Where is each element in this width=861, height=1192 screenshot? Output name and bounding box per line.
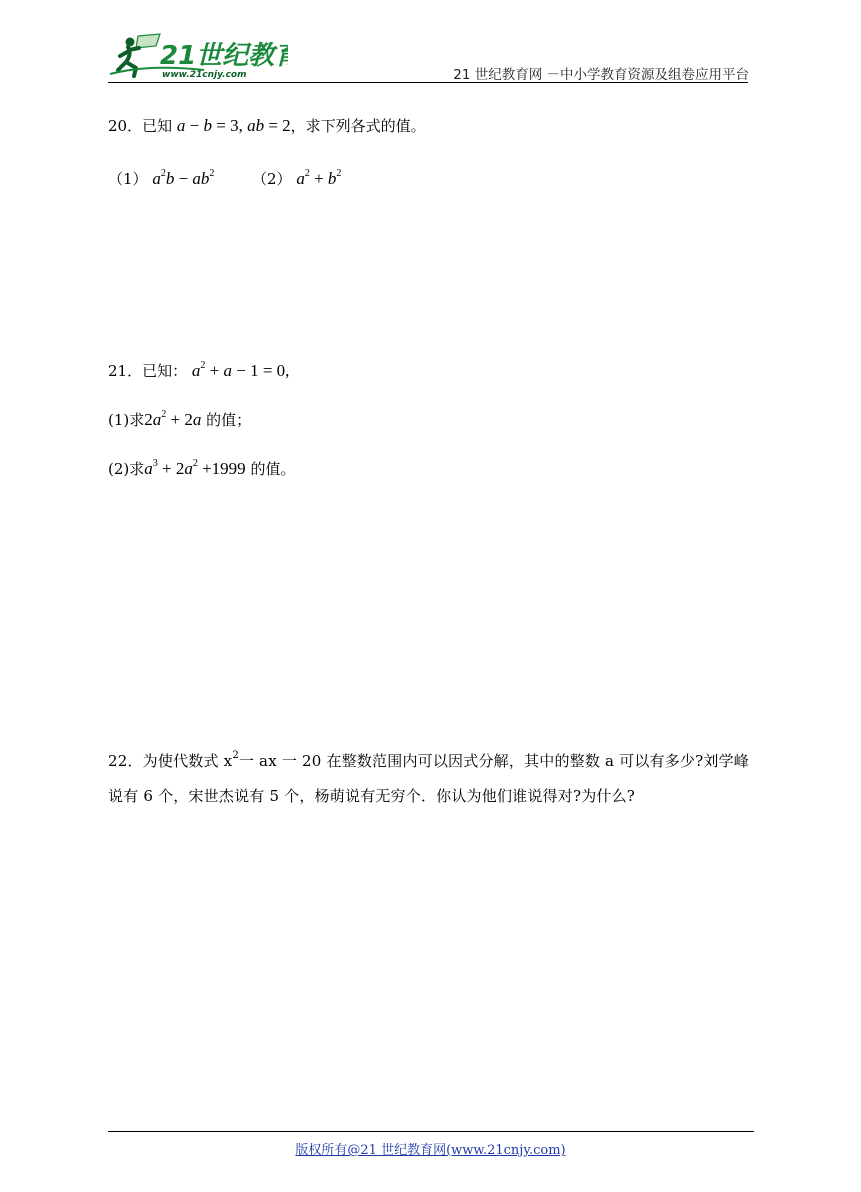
question-text: 22．为使代数式 x	[108, 752, 233, 770]
condition-formula: $a^2 + a - 1 = 0$,	[191, 360, 290, 380]
question-text: 一 ax 一 20 在整数范围内可以因式分解，其中的整数 a 可以有多少?刘学峰	[238, 752, 749, 770]
part-label: (2)求	[108, 460, 145, 478]
question-21-part-1	[108, 409, 251, 430]
question-number: 21．	[108, 362, 143, 380]
logo-text: 21世纪教育	[160, 41, 288, 71]
header-divider	[108, 82, 748, 83]
site-tagline: 21 世纪教育网 －中小学教育资源及组卷应用平台	[453, 67, 749, 83]
footer-divider	[108, 1131, 754, 1132]
part-label: （1）	[108, 170, 148, 188]
part-formula: $a^3 + 2a^2 +1999$	[144, 458, 246, 478]
question-lead: 已知：	[142, 362, 188, 380]
logo-url-text: www.21cnjy.com	[162, 70, 247, 80]
question-21-part-2	[108, 458, 295, 479]
runner-logo-icon	[108, 30, 288, 82]
question-lead: 已知	[142, 117, 173, 135]
question-22-line-2: 说有 6 个，宋世杰说有 5 个，杨萌说有无穷个．你认为他们谁说得对?为什么?	[108, 787, 636, 805]
part-formula: $a^2b - ab^2$	[152, 168, 215, 188]
part-tail: 的值；	[206, 411, 252, 429]
question-tail: ，求下列各式的值。	[290, 117, 426, 135]
site-logo	[108, 30, 288, 82]
part-label: (1)求	[108, 411, 145, 429]
part-formula: $2a^2 + 2a$	[144, 409, 202, 429]
part-tail: 的值。	[250, 460, 296, 478]
question-21	[108, 360, 289, 381]
question-22-line-1	[108, 750, 749, 771]
question-20	[108, 115, 426, 136]
copyright-link[interactable]: 版权所有@21 世纪教育网(www.21cnjy.com)	[295, 1143, 566, 1158]
part-formula: $a^2 + b^2$	[296, 168, 342, 188]
exponent: 2	[232, 750, 239, 761]
question-20-part-2	[252, 168, 341, 189]
question-number: 20．	[108, 117, 143, 135]
question-20-part-1	[108, 168, 214, 189]
part-label: （2）	[252, 170, 292, 188]
condition-formula: a − b = 3, ab = 2	[176, 116, 291, 135]
